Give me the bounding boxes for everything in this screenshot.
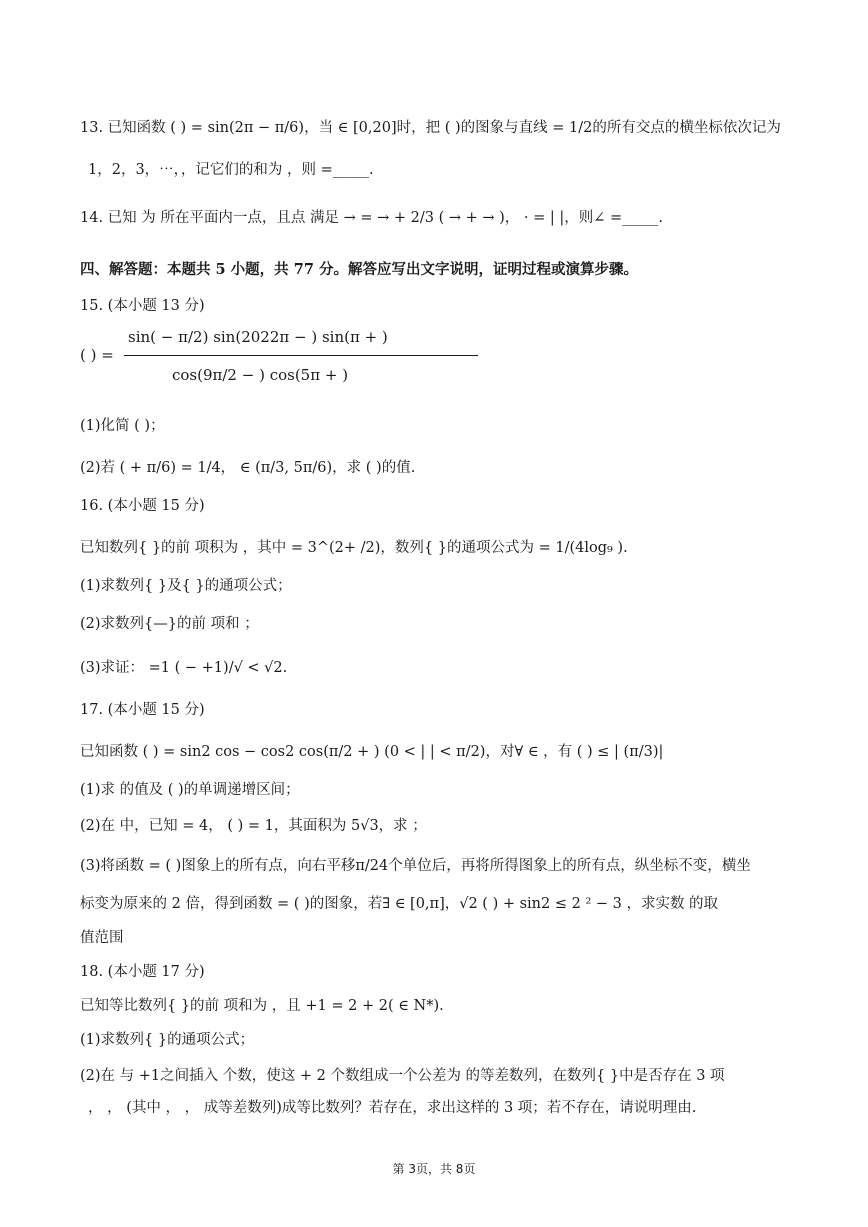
q18-head: 18. (本小题 17 分) xyxy=(80,964,205,980)
q16-part2: (2)求数列{—}的前 项和 ； xyxy=(80,616,259,632)
q15-lhs: ( ) = xyxy=(80,346,114,364)
q15-part2: (2)若 ( + π/6) = 1/4， ∈ (π/3, 5π/6)，求 ( )的值. xyxy=(80,460,416,476)
q17-part3-line1: (3)将函数 = ( )图象上的所有点，向右平移π/24个单位后，再将所得图象上的所有点，纵坐标不变，横坐 xyxy=(80,858,751,874)
q16-part3: (3)求证： =1 ( − +1)/√ < √2. xyxy=(80,660,288,676)
q17-stem: 已知函数 ( ) = sin2 cos − cos2 cos(π/2 + ) (0 < | | < π/2)，对∀ ∈ ，有 ( ) ≤ | (π/3)| xyxy=(80,744,664,760)
q17-head: 17. (本小题 15 分) xyxy=(80,702,205,718)
q17-part1: (1)求 的值及 ( )的单调递增区间； xyxy=(80,782,300,798)
q17-part2: (2)在 中，已知 = 4， ( ) = 1，其面积为 5√3，求 ； xyxy=(80,818,427,834)
q17-part3-line3: 值范围 xyxy=(80,930,124,946)
q13-line1: 13. 已知函数 ( ) = sin(2π − π/6)，当 ∈ [0,20]时，把 ( )的图象与直线 = 1/2的所有交点的横坐标依次记为 xyxy=(80,120,781,136)
q18-part2-line2: ， ， (其中 ， ， 成等差数列)成等比数列？若存在，求出这样的 3 项；若不存在，请说明理由. xyxy=(88,1100,697,1116)
q18-part2-line1: (2)在 与 +1之间插入 个数，使这 + 2 个数组成一个公差为 的等差数列，在数列{ }中是否存在 3 项 xyxy=(80,1068,725,1084)
q14-line1: 14. 已知 为 所在平面内一点，且点 满足 → = → + 2/3 ( → + → )， · = | |，则∠ =_____. xyxy=(80,210,664,226)
q16-part1: (1)求数列{ }及{ }的通项公式； xyxy=(80,578,292,594)
q15-denominator: cos(9π/2 − ) cos(5π + ) xyxy=(172,366,349,384)
q18-part1: (1)求数列{ }的通项公式； xyxy=(80,1032,255,1048)
q15-numerator: sin( − π/2) sin(2022π − ) sin(π + ) xyxy=(128,328,388,346)
q18-stem: 已知等比数列{ }的前 项和为 ，且 +1 = 2 + 2( ∈ N*). xyxy=(80,998,444,1014)
q15-part1: (1)化简 ( )； xyxy=(80,418,165,434)
fraction-bar xyxy=(124,355,478,356)
q16-stem: 已知数列{ }的前 项积为 ，其中 = 3^(2+ /2)，数列{ }的通项公式为 = 1/(4log₉ ). xyxy=(80,540,628,556)
q15-head: 15. (本小题 13 分) xyxy=(80,298,205,314)
page-footer: 第 3页，共 8页 xyxy=(392,1162,476,1176)
q17-part3-line2: 标变为原来的 2 倍，得到函数 = ( )的图象，若∃ ∈ [0,π]，√2 ( ) + sin2 ≤ 2 ² − 3 ，求实数 的取 xyxy=(80,896,719,912)
q13-line2: 1，2，3，⋯，，记它们的和为 ，则 =_____. xyxy=(88,162,374,178)
section-heading: 四、解答题：本题共 5 小题，共 77 分。解答应写出文字说明，证明过程或演算步骤。 xyxy=(80,261,638,278)
q16-head: 16. (本小题 15 分) xyxy=(80,498,205,514)
